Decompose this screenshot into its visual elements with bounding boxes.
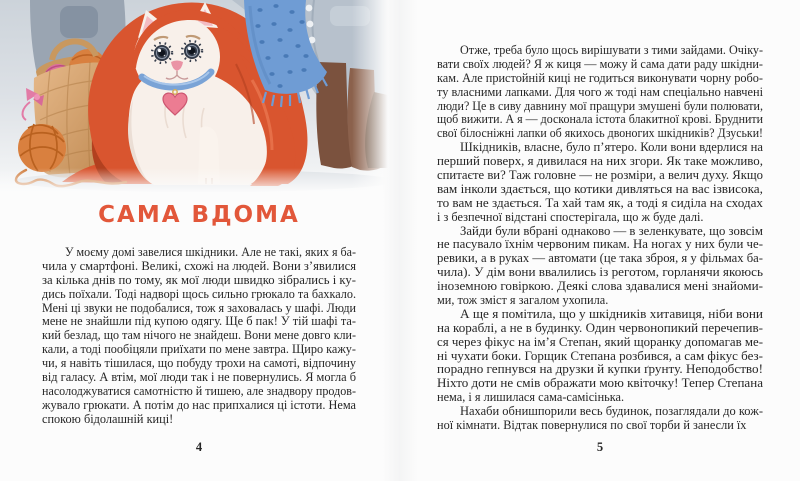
text-line: Отже, треба було щось вирішувати з тими зайдами. Очіку- <box>460 43 764 57</box>
text-line: ревики, а в руках — автомати (це така зброя, я у фільмах ба- <box>437 251 764 266</box>
text-line: ної кімнати. Відтак повернулися по свої торби й занесли їх <box>437 418 747 433</box>
illustration-fade-right <box>352 0 394 196</box>
text-line: Мені ці звуки не подобалися, тож я заховалась у шафі. Люди <box>42 300 357 315</box>
chapter-title: САМА ВДОМА <box>98 202 300 228</box>
text-line: люди? Це в сиву давнину мої пращури змушені були полювати, <box>437 98 764 113</box>
text-line: А ще я помітила, що у шкідників хитавиця, ніби вони <box>460 306 764 321</box>
paragraph <box>437 141 763 224</box>
text-line: перший поверх, я дивилася на них згори. Як таке можливо, <box>437 154 763 169</box>
text-line: Шкідників, власне, було п’ятеро. Коли вони вдерлися на <box>460 140 764 155</box>
text-line: за кілька днів по тому, як мої люди швидко зібрались і ку- <box>42 272 357 287</box>
text-line: жувало грюкати. А потім до нас припхалися ці істоти. Нема <box>42 397 357 412</box>
right-page-text <box>437 44 763 433</box>
text-line: чила у смартфоні. Великі, схожі на людей. Вони з’явилися <box>42 258 356 273</box>
left-page-text <box>42 246 356 427</box>
text-line: іноземною говіркою. Деякі слова здавалися мені знайоми- <box>437 279 763 294</box>
text-line: мене не знайшли під купою одягу. Ще б пак! У тій шафі та- <box>42 314 356 329</box>
text-line: ся через фікус на ім’я Степан, який щоранку допомагав ме- <box>437 334 763 349</box>
text-line: порадно гепнувся на друзки й купки ґрунту. Неподобство! <box>437 362 763 377</box>
text-line: від галасу. А втім, мої люди так і не повернулись. Я могла б <box>42 370 356 385</box>
cat-illustration-svg <box>0 0 392 196</box>
text-line: ні чухати боки. Горщик Степана розбився, а сам фікус без- <box>437 348 764 363</box>
page-number-right: 5 <box>596 440 604 454</box>
paragraph <box>437 405 763 433</box>
text-line: насолоджуватися самотністю й тишею, але знадвору продов- <box>42 383 356 398</box>
page-number-left: 4 <box>195 440 203 454</box>
text-line: спитаєте ви? Таж головне — не розміри, а велич духу. Якщо <box>437 168 763 183</box>
coat-button <box>306 5 313 12</box>
text-line: вам інколи здається, що котики дивляться на вас ізвисока, <box>437 181 763 196</box>
text-line: кий безлад, що там нічого не знайдеш. Вони мене довго кли- <box>42 328 356 343</box>
text-line: Нахаби обнишпорили весь будинок, позаглядали до кож- <box>460 404 763 419</box>
text-line: і з безпечної відстані спостерігала, що ж буде далі. <box>437 209 704 224</box>
illustration-fade-bottom <box>0 168 392 198</box>
text-line: не пасувало їхнім червоним пикам. На ногах у них були че- <box>437 237 764 252</box>
text-line: вати своїх людей? Я ж киця — можу й сама дати раду шкідни- <box>437 56 764 71</box>
text-line: дись поїхали. Тоді надворі щось сильно грюкало та бахкало. <box>42 286 357 301</box>
paragraph <box>437 225 763 308</box>
paragraph <box>42 246 356 427</box>
text-line: кам. Але пристойній киці не годиться виконувати чорну робо- <box>437 70 764 85</box>
text-line: нема, і я лишилася сама-самісінька. <box>437 390 625 405</box>
text-line: кали, а тоді пообіцяли приїхати по мене завтра. Щиро кажу- <box>42 342 356 357</box>
paragraph <box>437 308 763 405</box>
text-line: ту власними лапками. Для чого ж тоді нам спеціально навчені <box>437 84 763 99</box>
text-line: Ніхто доти не смів ображати мою квіточку! Тепер Степана <box>437 376 763 391</box>
text-line: спокою бідолашній киці! <box>42 411 174 426</box>
cat-illustration <box>0 0 392 196</box>
text-line: У моєму домі завелися шкідники. Але не такі, яких я ба- <box>65 245 357 259</box>
text-line: щоб вижити. А я — досконала істота блакитної крові. Бруднити <box>437 112 763 127</box>
text-line: чила). У дім вони ввалились із реготом, горланячи якоюсь <box>437 265 763 280</box>
paragraph <box>437 44 763 141</box>
text-line: то вам не здається. Та хай там як, а тоді я сиділа на сходах <box>437 195 763 210</box>
coat-button <box>307 21 314 28</box>
text-line: на кораблі, а не в будинку. Один червонопикий перечепив- <box>437 320 764 335</box>
text-line: свої білосніжні лапки об якихось двоногих шкідників? Дзуськи! <box>437 126 764 141</box>
text-line: Зайди були вбрані однаково — в зеленкувате, що зовсім <box>460 223 763 238</box>
text-line: чи, я навіть тішилася, що побуду трохи на самоті, відпочину <box>42 356 357 371</box>
text-line: ми, тож зміст я загалом ухопила. <box>437 293 609 308</box>
